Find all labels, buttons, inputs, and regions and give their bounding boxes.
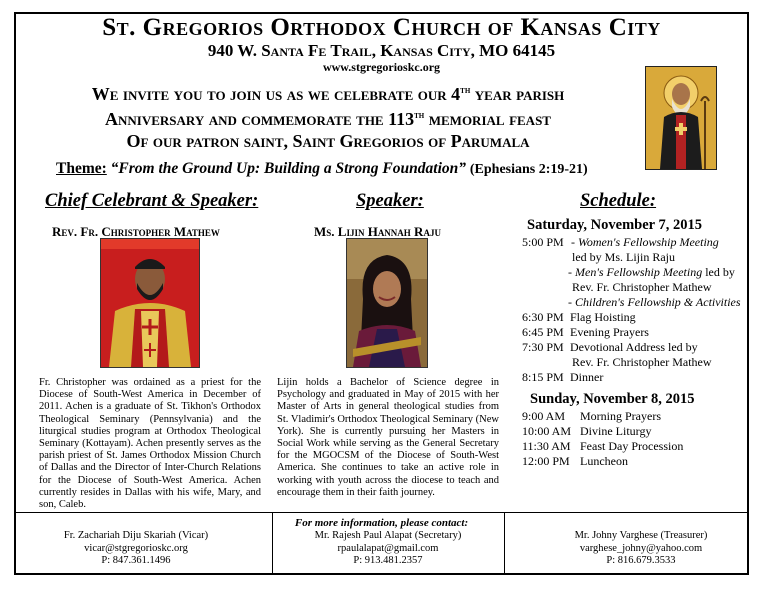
schedule-day-2: Sunday, November 8, 2015 (530, 391, 695, 407)
schedule-row (522, 325, 742, 340)
schedule-event-italic: Children's Fellowship & Activities (575, 295, 741, 309)
schedule-row (522, 250, 742, 265)
church-website[interactable]: www.stgregorioskc.org (322, 60, 441, 74)
contact-name: Mr. Rajesh Paul Alapat (Secretary) (314, 530, 462, 541)
footer-title: For more information, please contact: (294, 517, 469, 529)
contact-secretary (274, 530, 502, 568)
schedule-event-italic: Women's Fellowship Meeting (578, 235, 719, 249)
speaker-photo (346, 238, 428, 368)
schedule-event: Feast Day Procession (580, 439, 684, 453)
theme-line (56, 160, 588, 178)
schedule-row (522, 439, 742, 454)
schedule-row (522, 424, 742, 439)
schedule-time: 6:45 PM (522, 325, 564, 339)
celebrant-bio: Fr. Christopher was ordained as a priest for the Diocese of South-West America in December of 2011. Achen is a graduate of St. Tikhon's Orthodox Theological Seminary (Pennsylvania) and the liturgical studies program at Orthodox Theological Seminary (Kottayam). Achen presently serves as the parish priest of St. James Orthodox Mission Church of Dallas and the Director of Inter-Church Relations for the Diocese of South-West America. Achen currently resides in Dallas with his wife, Mary, and son, Caleb. (39, 377, 261, 511)
church-title: St. Gregorios Orthodox Church of Kansas City (102, 14, 661, 41)
speaker-name: Ms. Lijin Hannah Raju (314, 224, 441, 239)
theme-reference: (Ephesians 2:19-21) (469, 162, 588, 177)
schedule-event: Evening Prayers (570, 325, 649, 339)
contact-vicar (20, 530, 252, 568)
schedule-row (522, 235, 742, 250)
schedule-row (522, 454, 742, 469)
speaker-photo-illustration (347, 239, 427, 367)
schedule-time: 7:30 PM (522, 340, 564, 354)
schedule-row (522, 295, 742, 310)
contact-name: Fr. Zachariah Diju Skariah (Vicar) (63, 530, 209, 541)
schedule-time: 8:15 PM (522, 370, 564, 384)
invite-line-1: We invite you to join us as we celebrate our 4th year parish (91, 84, 565, 104)
schedule-event: Flag Hoisting (570, 310, 636, 324)
celebrant-photo (100, 238, 200, 368)
schedule-event: led by (702, 265, 735, 279)
schedule-row (522, 280, 742, 295)
theme-quote: “From the Ground Up: Building a Strong Foundation” (110, 160, 466, 177)
schedule-row (522, 370, 742, 385)
schedule-row (522, 310, 742, 325)
schedule-row (522, 409, 742, 424)
saint-icon-image (645, 66, 717, 170)
schedule-separator: - (568, 235, 578, 249)
schedule-separator: - (568, 265, 575, 279)
schedule-separator: - (568, 295, 575, 309)
contact-email[interactable]: vicar@stgregorioskc.org (84, 542, 188, 554)
contact-email[interactable]: rpaulalapat@gmail.com (337, 542, 439, 554)
speaker-bio: Lijin holds a Bachelor of Science degree in Psychology and graduated in May of 2015 with her Master of Arts in general theological studies from St. Vladimir's Orthodox Theological Seminary (New York). She is currently pursuing her Masters in Social Work while serving as the General Secretary for the MGOCSM of the Diocese of South-West America. She continues to take an active role in working with youth across the diocese to teach and encourage them in their faith journey. (277, 377, 499, 498)
invitation-text (22, 80, 634, 152)
church-address: 940 W. Santa Fe Trail, Kansas City, MO 64145 (207, 41, 556, 60)
contact-email[interactable]: varghese_johny@yahoo.com (579, 542, 703, 554)
schedule-row (522, 340, 742, 355)
schedule-event: Rev. Fr. Christopher Mathew (572, 280, 712, 294)
schedule-time: 5:00 PM (522, 235, 564, 249)
contact-phone: P: 816.679.3533 (606, 555, 676, 566)
speaker-heading: Speaker: (356, 191, 424, 211)
schedule-event: Dinner (570, 370, 604, 384)
celebrant-name: Rev. Fr. Christopher Mathew (52, 224, 220, 239)
schedule-time: 6:30 PM (522, 310, 564, 324)
schedule-time: 12:00 PM (522, 454, 570, 468)
schedule-row (522, 265, 742, 280)
schedule-time: 9:00 AM (522, 409, 566, 423)
schedule-event: led by Ms. Lijin Raju (572, 250, 675, 264)
schedule-event: Divine Liturgy (580, 424, 652, 438)
theme-label: Theme: (56, 160, 107, 177)
priest-photo-illustration (101, 239, 199, 367)
invite-line-2: Anniversary and commemorate the 113th memorial feast (105, 109, 551, 129)
schedule-day-2-list (522, 409, 742, 469)
schedule-time: 11:30 AM (522, 439, 571, 453)
invite-line-3: Of our patron saint, Saint Gregorios of Parumala (126, 131, 530, 151)
schedule-event: Luncheon (580, 454, 628, 468)
schedule-event-italic: Men's Fellowship Meeting (575, 265, 703, 279)
schedule-row (522, 355, 742, 370)
schedule-event: Devotional Address led by (570, 340, 698, 354)
contact-treasurer (536, 530, 746, 568)
schedule-heading: Schedule: (580, 191, 657, 211)
celebrant-heading: Chief Celebrant & Speaker: (45, 191, 259, 211)
contact-phone: P: 913.481.2357 (353, 555, 423, 566)
footer-divider (14, 512, 749, 513)
contact-phone: P: 847.361.1496 (101, 555, 171, 566)
schedule-event: Rev. Fr. Christopher Mathew (572, 355, 712, 369)
schedule-event: Morning Prayers (580, 409, 661, 423)
schedule-day-1-list (522, 235, 742, 385)
contact-name: Mr. Johny Varghese (Treasurer) (574, 530, 708, 541)
schedule-day-1: Saturday, November 7, 2015 (527, 217, 702, 233)
saint-icon (646, 67, 716, 169)
schedule-time: 10:00 AM (522, 424, 572, 438)
